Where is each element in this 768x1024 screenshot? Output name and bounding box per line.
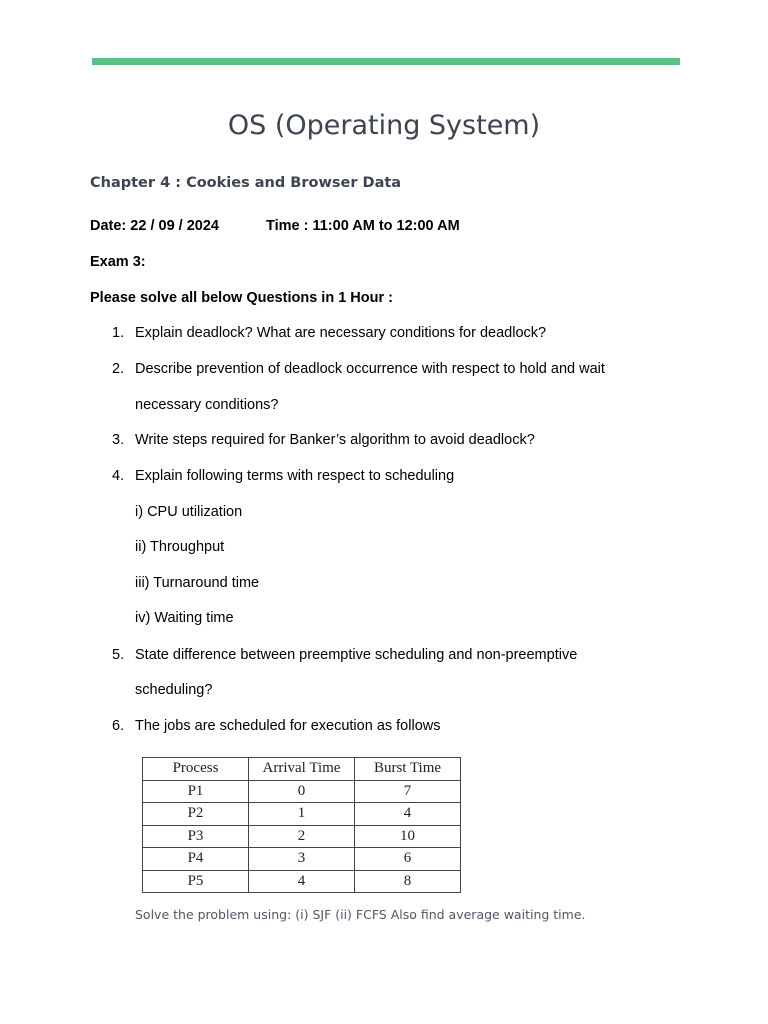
table-row <box>143 825 461 848</box>
job-schedule-table <box>142 757 461 893</box>
question-6-text: The jobs are scheduled for execution as follows <box>135 718 441 734</box>
question-3-text: Write steps required for Banker’s algorithm to avoid deadlock? <box>135 432 535 448</box>
question-1-text: Explain deadlock? What are necessary conditions for deadlock? <box>135 325 547 341</box>
exam-date: Date: 22 / 09 / 2024 <box>90 218 219 234</box>
question-5-text: State difference between preemptive scheduling and non-preemptive <box>135 647 578 663</box>
cell-process: P5 <box>143 870 249 893</box>
cell-burst: 4 <box>355 803 461 826</box>
table-header-row <box>143 758 461 781</box>
cell-arrival: 4 <box>249 870 355 893</box>
question-3-number: 3. <box>112 432 125 448</box>
cell-burst: 10 <box>355 825 461 848</box>
question-2-continuation: necessary conditions? <box>135 397 279 413</box>
table-row <box>143 870 461 893</box>
top-accent-rule <box>92 58 680 65</box>
date-time-line <box>90 215 460 237</box>
cell-burst: 8 <box>355 870 461 893</box>
cell-arrival: 0 <box>249 780 355 803</box>
question-5-number: 5. <box>112 647 125 663</box>
question-2-text: Describe prevention of deadlock occurrence with respect to hold and wait <box>135 361 605 377</box>
question-4-subitem-3: iii) Turnaround time <box>135 575 260 591</box>
page-title: OS (Operating System) <box>227 110 541 141</box>
exam-label: Exam 3: <box>90 254 146 270</box>
question-4-subitem-1: i) CPU utilization <box>135 504 243 520</box>
table-row <box>143 803 461 826</box>
cell-process: P1 <box>143 780 249 803</box>
cell-burst: 6 <box>355 848 461 871</box>
exam-time: Time : 11:00 AM to 12:00 AM <box>266 218 460 234</box>
question-4-subitem-2: ii) Throughput <box>135 539 225 555</box>
table-row <box>143 848 461 871</box>
cell-arrival: 3 <box>249 848 355 871</box>
question-6-number: 6. <box>112 718 125 734</box>
question-4-subitem-4: iv) Waiting time <box>135 610 234 626</box>
solve-instruction-note: Solve the problem using: (i) SJF (ii) FCFS Also find average waiting time. <box>135 907 586 922</box>
header-process: Process <box>143 758 249 781</box>
cell-arrival: 1 <box>249 803 355 826</box>
table-row <box>143 780 461 803</box>
instruction-line: Please solve all below Questions in 1 Hour : <box>90 290 393 306</box>
header-burst-time: Burst Time <box>355 758 461 781</box>
header-arrival-time: Arrival Time <box>249 758 355 781</box>
question-4-text: Explain following terms with respect to scheduling <box>135 468 455 484</box>
cell-burst: 7 <box>355 780 461 803</box>
cell-arrival: 2 <box>249 825 355 848</box>
question-5-continuation: scheduling? <box>135 682 213 698</box>
chapter-heading: Chapter 4 : Cookies and Browser Data <box>90 175 402 191</box>
cell-process: P3 <box>143 825 249 848</box>
cell-process: P2 <box>143 803 249 826</box>
question-1-number: 1. <box>112 325 125 341</box>
question-2-number: 2. <box>112 361 125 377</box>
question-4-number: 4. <box>112 468 125 484</box>
cell-process: P4 <box>143 848 249 871</box>
